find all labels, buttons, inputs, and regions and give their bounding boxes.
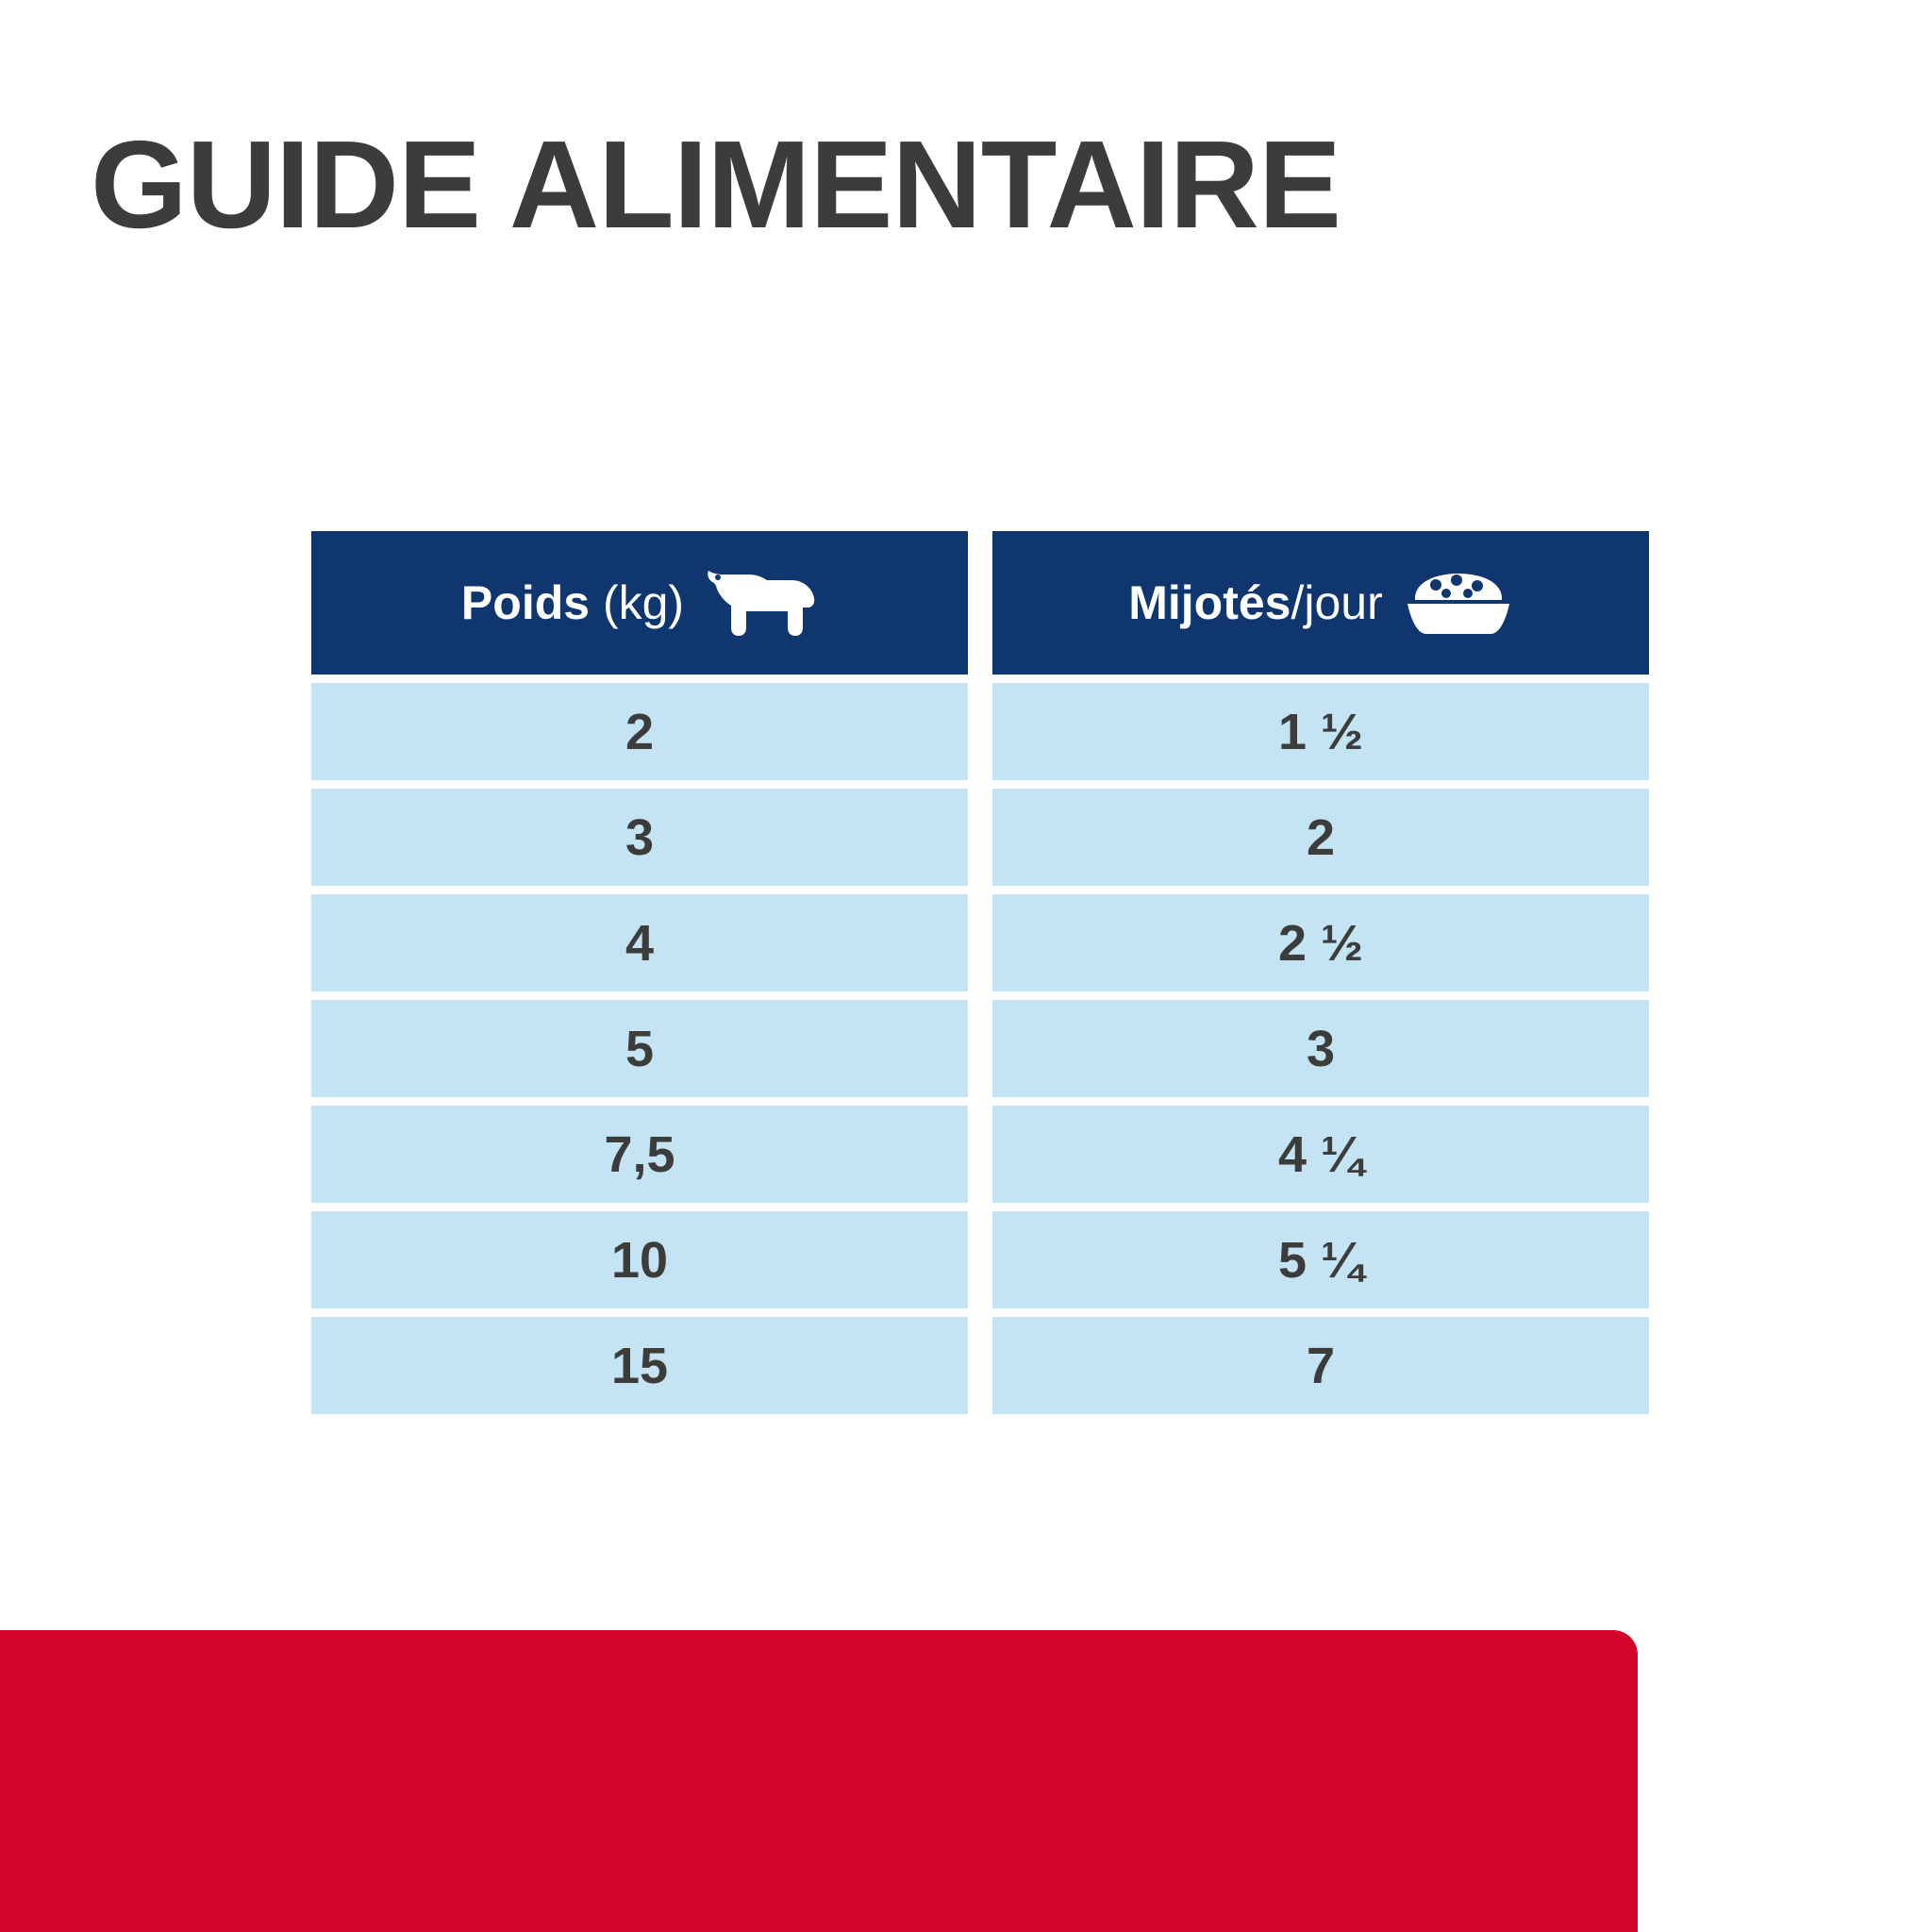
- page-title: GUIDE ALIMENTAIRE: [91, 115, 1341, 254]
- column-header-amount-label-unit: /jour: [1291, 576, 1383, 629]
- column-header-weight-label: [461, 575, 684, 630]
- cell-weight: 3: [625, 808, 655, 866]
- column-header-weight: [311, 531, 968, 675]
- table-row: [992, 1211, 1649, 1308]
- table-row: [311, 1317, 968, 1414]
- amount-column: [992, 531, 1649, 1414]
- table-row: [992, 894, 1649, 991]
- table-row: [311, 789, 968, 886]
- weight-column: [311, 531, 968, 1414]
- table-row: [311, 1000, 968, 1097]
- cell-weight: 7,5: [604, 1125, 675, 1183]
- column-header-amount-label: [1128, 575, 1383, 630]
- table-row: [992, 1000, 1649, 1097]
- table-row: [311, 894, 968, 991]
- food-bowl-icon: [1404, 564, 1513, 641]
- cell-amount: 4 ¼: [1277, 1125, 1364, 1183]
- cell-amount: 5 ¼: [1277, 1231, 1364, 1289]
- column-header-weight-label-unit: (kg): [590, 576, 685, 629]
- cell-weight: 15: [610, 1337, 669, 1394]
- cell-amount: 1 ½: [1277, 703, 1364, 760]
- cell-weight: 10: [610, 1231, 669, 1289]
- feeding-guide-table: [311, 531, 1649, 1414]
- bottom-accent-band: [0, 1630, 1638, 1932]
- table-row: [992, 1106, 1649, 1203]
- table-row: [992, 683, 1649, 780]
- dog-icon: [705, 568, 818, 638]
- table-row: [992, 1317, 1649, 1414]
- table-row: [992, 789, 1649, 886]
- table-row: [311, 683, 968, 780]
- column-header-amount: [992, 531, 1649, 675]
- cell-amount: 2: [1306, 808, 1336, 866]
- cell-amount: 3: [1306, 1020, 1336, 1077]
- cell-weight: 2: [625, 703, 655, 760]
- cell-amount: 2 ½: [1277, 914, 1364, 972]
- column-header-amount-label-bold: Mijotés: [1128, 576, 1291, 629]
- cell-weight: 4: [625, 914, 655, 972]
- cell-weight: 5: [625, 1020, 655, 1077]
- table-row: [311, 1211, 968, 1308]
- column-header-weight-label-bold: Poids: [460, 576, 591, 629]
- table-row: [311, 1106, 968, 1203]
- cell-amount: 7: [1306, 1337, 1336, 1394]
